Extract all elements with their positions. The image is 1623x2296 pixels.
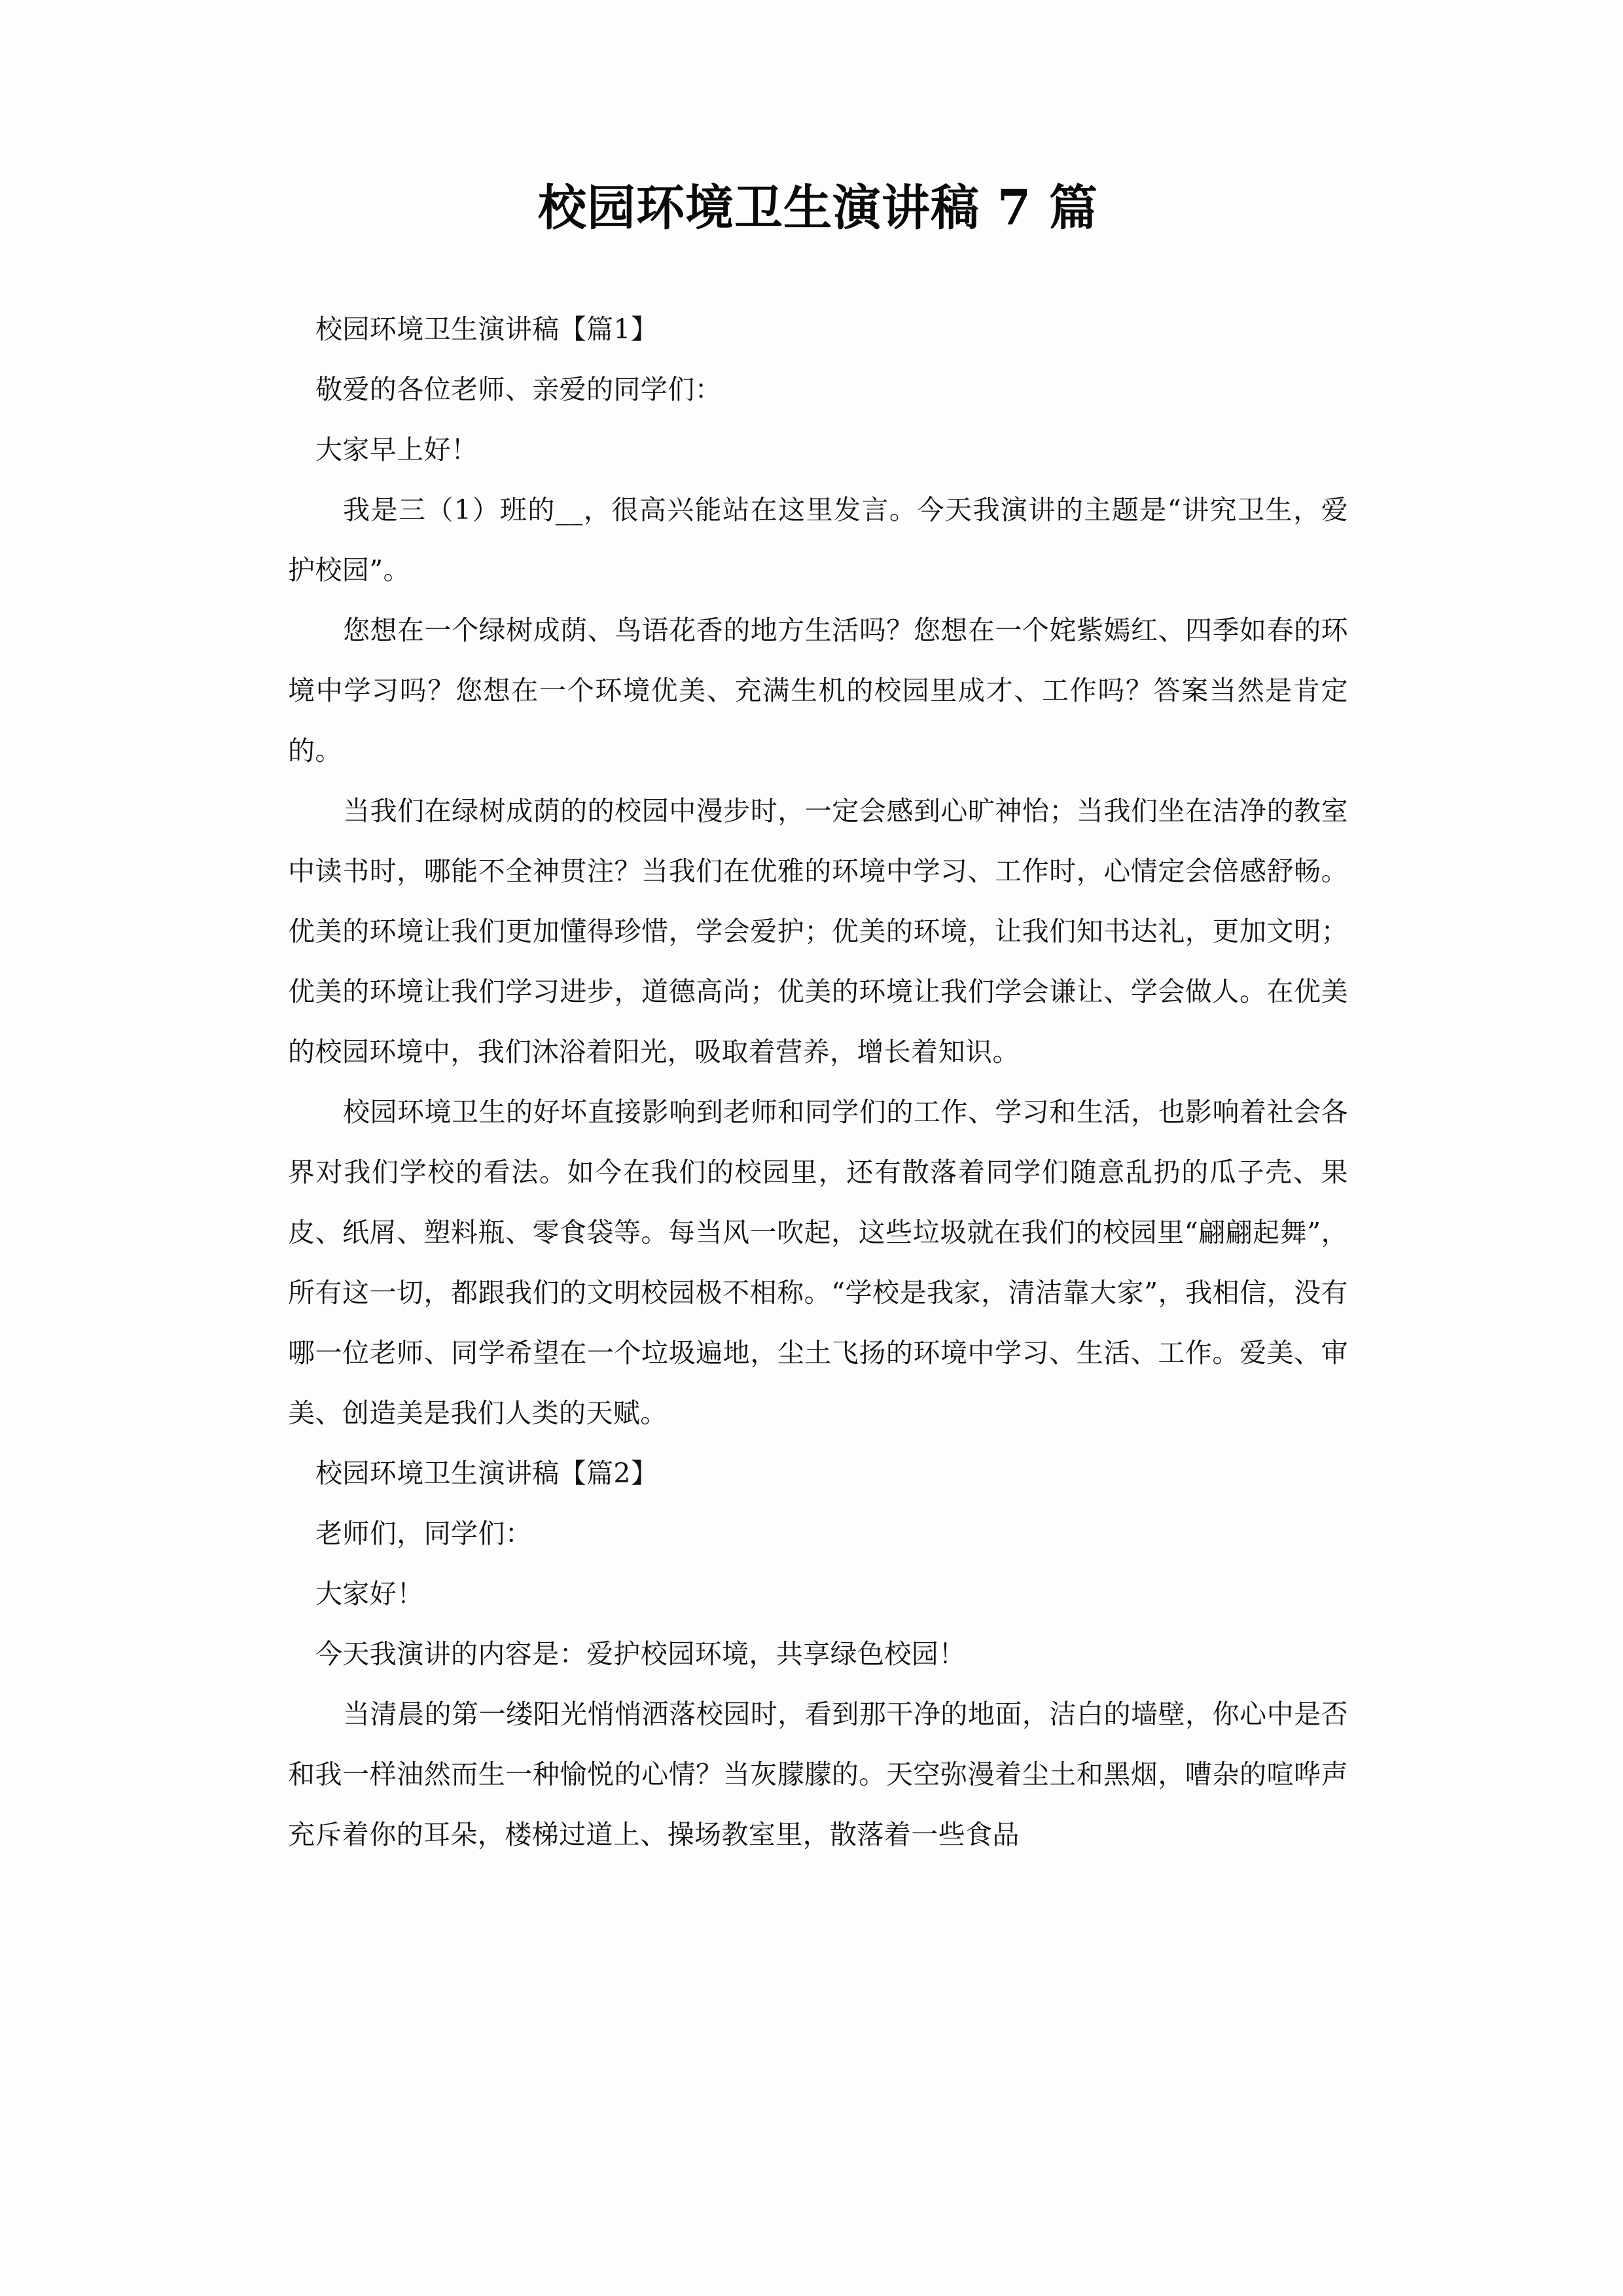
document-body xyxy=(288,299,1348,1865)
section-heading-1: 校园环境卫生演讲稿【篇1】 xyxy=(315,313,658,345)
section-2-paragraph-1: 今天我演讲的内容是：爱护校园环境，共享绿色校园！ xyxy=(315,1638,966,1670)
page-content xyxy=(288,0,1348,1865)
page-title: 校园环境卫生演讲稿 7 篇 xyxy=(537,180,1098,236)
section-1-greeting: 大家早上好！ xyxy=(315,433,478,465)
section-2-salutation: 老师们，同学们： xyxy=(315,1517,533,1549)
section-2-paragraph-2: 当清晨的第一缕阳光悄悄洒落校园时，看到那干净的地面，洁白的墙壁，你心中是否和我一样油然而生一种愉悦的心情？当灰朦朦的。天空弥漫着尘土和黑烟，嘈杂的喧哗声充斥着你的耳朵，楼梯过道上、操场教室里，散落着一些食品 xyxy=(288,1698,1348,1850)
section-1-paragraph-2: 您想在一个绿树成荫、鸟语花香的地方生活吗？您想在一个姹紫嫣红、四季如春的环境中学习吗？您想在一个环境优美、充满生机的校园里成才、工作吗？答案当然是肯定的。 xyxy=(288,614,1348,766)
section-heading-2: 校园环境卫生演讲稿【篇2】 xyxy=(315,1457,658,1489)
section-1-paragraph-3: 当我们在绿树成荫的的校园中漫步时，一定会感到心旷神怡；当我们坐在洁净的教室中读书时，哪能不全神贯注？当我们在优雅的环境中学习、工作时，心情定会倍感舒畅。优美的环境让我们更加懂得珍惜，学会爱护；优美的环境，让我们知书达礼，更加文明；优美的环境让我们学习进步，道德高尚；优美的环境让我们学会谦让、学会做人。在优美的校园环境中，我们沐浴着阳光，吸取着营养，增长着知识。 xyxy=(288,795,1348,1067)
section-2-greeting: 大家好！ xyxy=(315,1577,424,1609)
section-1-salutation: 敬爱的各位老师、亲爱的同学们： xyxy=(315,373,722,405)
section-1-paragraph-4: 校园环境卫生的好坏直接影响到老师和同学们的工作、学习和生活，也影响着社会各界对我们学校的看法。如今在我们的校园里，还有散落着同学们随意乱扔的瓜子壳、果皮、纸屑、塑料瓶、零食袋等。每当风一吹起，这些垃圾就在我们的校园里“翩翩起舞”，所有这一切，都跟我们的文明校园极不相称。“学校是我家，清洁靠大家”，我相信，没有哪一位老师、同学希望在一个垃圾遍地，尘土飞扬的环境中学习、生活、工作。爱美、审美、创造美是我们人类的天赋。 xyxy=(288,1096,1348,1429)
section-1-paragraph-1: 我是三（1）班的__，很高兴能站在这里发言。今天我演讲的主题是“讲究卫生，爱护校园”。 xyxy=(288,493,1348,586)
